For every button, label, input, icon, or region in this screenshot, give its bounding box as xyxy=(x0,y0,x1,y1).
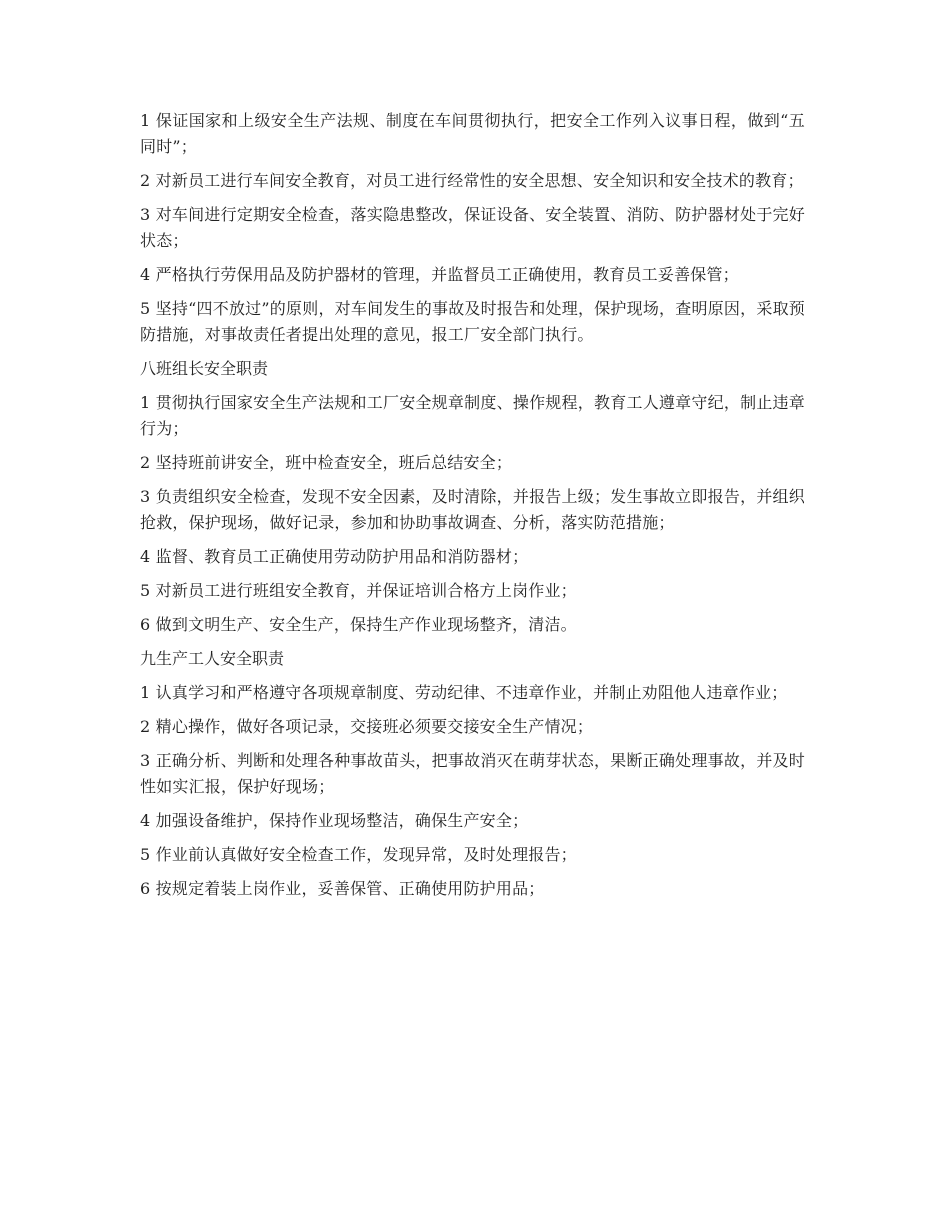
document-page xyxy=(140,108,805,910)
team-leader-duty-6: 6 做到文明生产、安全生产，保持生产作业现场整齐，清洁。 xyxy=(140,615,577,634)
team-leader-heading: 八班组长安全职责 xyxy=(140,359,269,378)
workshop-duty-3: 3 对车间进行定期安全检查，落实隐患整改，保证设备、安全装置、消防、防护器材处于完好状态； xyxy=(140,205,805,250)
team-leader-duty-1: 1 贯彻执行国家安全生产法规和工厂安全规章制度、操作规程，教育工人遵章守纪，制止违章行为； xyxy=(140,393,805,438)
worker-duty-3: 3 正确分析、判断和处理各种事故苗头，把事故消灭在萌芽状态，果断正确处理事故，并及时性如实汇报，保护好现场； xyxy=(140,751,805,796)
worker-duty-6: 6 按规定着装上岗作业，妥善保管、正确使用防护用品； xyxy=(140,879,545,898)
workshop-duty-5: 5 坚持“四不放过”的原则，对车间发生的事故及时报告和处理，保护现场，查明原因，采取预防措施，对事故责任者提出处理的意见，报工厂安全部门执行。 xyxy=(140,299,805,344)
workers-heading: 九生产工人安全职责 xyxy=(140,649,285,668)
worker-duty-1: 1 认真学习和严格遵守各项规章制度、劳动纪律、不违章作业，并制止劝阻他人违章作业； xyxy=(140,683,788,702)
worker-duty-5: 5 作业前认真做好安全检查工作，发现异常，及时处理报告； xyxy=(140,845,577,864)
workshop-duty-1: 1 保证国家和上级安全生产法规、制度在车间贯彻执行，把安全工作列入议事日程，做到“五同时”； xyxy=(140,111,805,156)
team-leader-duty-3: 3 负责组织安全检查，发现不安全因素，及时清除，并报告上级；发生事故立即报告，并组织抢救，保护现场，做好记录，参加和协助事故调查、分析，落实防范措施； xyxy=(140,487,805,532)
team-leader-duty-2: 2 坚持班前讲安全，班中检查安全，班后总结安全； xyxy=(140,453,513,472)
worker-duty-4: 4 加强设备维护，保持作业现场整洁，确保生产安全； xyxy=(140,811,529,830)
worker-duty-2: 2 精心操作，做好各项记录，交接班必须要交接安全生产情况； xyxy=(140,717,594,736)
workshop-duty-2: 2 对新员工进行车间安全教育，对员工进行经常性的安全思想、安全知识和安全技术的教育； xyxy=(140,171,804,190)
workshop-duty-4: 4 严格执行劳保用品及防护器材的管理，并监督员工正确使用，教育员工妥善保管； xyxy=(140,265,739,284)
team-leader-duty-4: 4 监督、教育员工正确使用劳动防护用品和消防器材； xyxy=(140,547,529,566)
team-leader-duty-5: 5 对新员工进行班组安全教育，并保证培训合格方上岗作业； xyxy=(140,581,577,600)
